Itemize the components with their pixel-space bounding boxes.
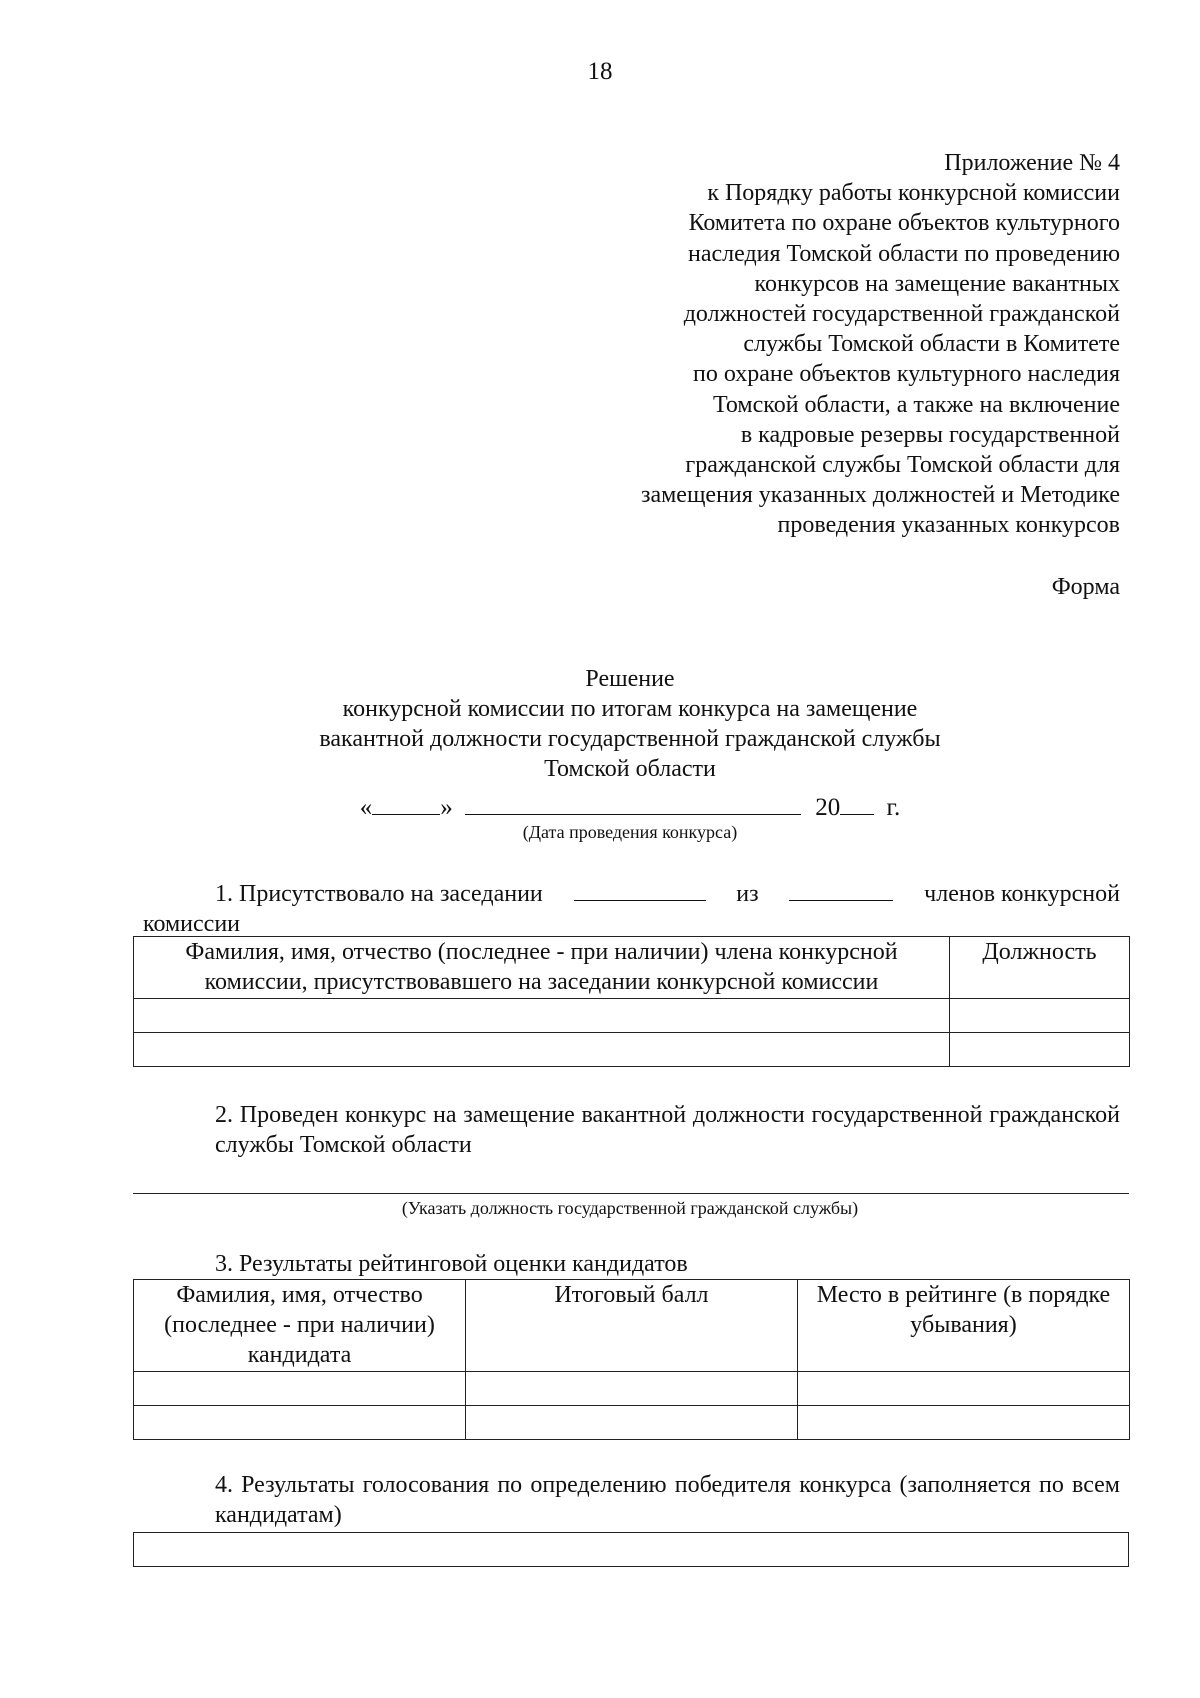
table-cell[interactable] <box>798 1372 1130 1406</box>
table-row <box>134 1033 1130 1067</box>
appendix-line: гражданской службы Томской области для <box>685 452 1120 479</box>
date-open-quote: « <box>359 794 373 821</box>
position-hint: (Указать должность государственной гражданской службы) <box>401 1198 859 1218</box>
appendix-line: Приложение № 4 <box>944 150 1120 176</box>
table-row <box>134 999 1130 1033</box>
section4-paragraph: 4. Результаты голосования по определению победителя конкурса (заполняется по всем кандидатам) <box>215 1472 1120 1528</box>
table-row <box>134 1372 1130 1406</box>
section3-title: 3. Результаты рейтинговой оценки кандидатов <box>215 1251 688 1277</box>
table-cell[interactable] <box>798 1406 1130 1440</box>
title-line: Решение <box>585 666 675 692</box>
appendix-line: службы Томской области в Комитете <box>743 331 1120 358</box>
year-suffix: г. <box>886 794 901 821</box>
form-label: Форма <box>1051 574 1120 600</box>
rating-table <box>133 1279 1130 1440</box>
voting-table <box>133 1532 1129 1567</box>
appendix-line: наследия Томской области по проведению <box>688 240 1120 267</box>
title-line: Томской области <box>544 756 716 782</box>
date-line <box>0 790 1200 822</box>
appendix-line: конкурсов на замещение вакантных <box>754 270 1120 297</box>
section2-paragraph: 2. Проведен конкурс на замещение вакантной должности государственной гражданской службы Томской области <box>215 1102 1120 1158</box>
section1-text-mid: из <box>736 881 759 907</box>
appendix-line: по охране объектов культурного наследия <box>692 361 1120 388</box>
document-title <box>0 664 1200 784</box>
table-cell[interactable] <box>950 999 1130 1033</box>
table-cell[interactable] <box>466 1406 798 1440</box>
appendix-line: Томской области, а также на включение <box>713 391 1120 418</box>
table-row <box>134 1406 1130 1440</box>
section1-paragraph <box>143 876 1120 939</box>
table-cell[interactable] <box>134 1533 1129 1567</box>
rating-header-name: Фамилия, имя, отчество (последнее - при наличии) кандидата <box>134 1280 466 1372</box>
year-prefix: 20 <box>815 794 841 821</box>
section1-text-end: членов конкурсной <box>924 881 1120 907</box>
table-header-row <box>134 1280 1130 1372</box>
section1-text-start: 1. Присутствовало на заседании <box>215 881 543 907</box>
present-count-blank[interactable] <box>574 876 706 901</box>
table-cell[interactable] <box>134 1406 466 1440</box>
date-hint: (Дата проведения конкурса) <box>522 822 738 842</box>
members-header-position: Должность <box>950 937 1130 999</box>
table-header-row <box>134 937 1130 999</box>
title-line: вакантной должности государственной гражданской службы <box>319 726 941 752</box>
table-cell[interactable] <box>466 1372 798 1406</box>
section1-text-wrap: комиссии <box>143 911 241 937</box>
table-cell[interactable] <box>134 1372 466 1406</box>
total-count-blank[interactable] <box>789 876 893 901</box>
appendix-line: должностей государственной гражданской <box>683 301 1120 328</box>
rating-header-place: Место в рейтинге (в порядке убывания) <box>798 1280 1130 1372</box>
table-cell[interactable] <box>134 1033 950 1067</box>
day-blank[interactable] <box>372 790 440 815</box>
appendix-line: в кадровые резервы государственной <box>740 421 1120 448</box>
appendix-line: проведения указанных конкурсов <box>777 512 1120 539</box>
members-header-name: Фамилия, имя, отчество (последнее - при наличии) члена конкурсной комиссии, присутствовавшего на заседании конкурсной комиссии <box>134 937 950 999</box>
table-row <box>134 1533 1129 1567</box>
table-cell[interactable] <box>950 1033 1130 1067</box>
appendix-header <box>560 148 1120 541</box>
appendix-line: замещения указанных должностей и Методике <box>640 482 1120 509</box>
page-number: 18 <box>587 58 613 85</box>
table-cell[interactable] <box>134 999 950 1033</box>
appendix-line: к Порядку работы конкурсной комиссии <box>707 180 1120 207</box>
position-blank-line[interactable] <box>133 1193 1129 1194</box>
appendix-line: Комитета по охране объектов культурного <box>688 210 1120 237</box>
title-line: конкурсной комиссии по итогам конкурса на замещение <box>342 696 918 722</box>
year-blank[interactable] <box>840 790 874 815</box>
rating-header-score: Итоговый балл <box>466 1280 798 1372</box>
month-blank[interactable] <box>465 790 801 815</box>
members-table <box>133 936 1130 1067</box>
date-close-quote: » <box>440 794 453 821</box>
